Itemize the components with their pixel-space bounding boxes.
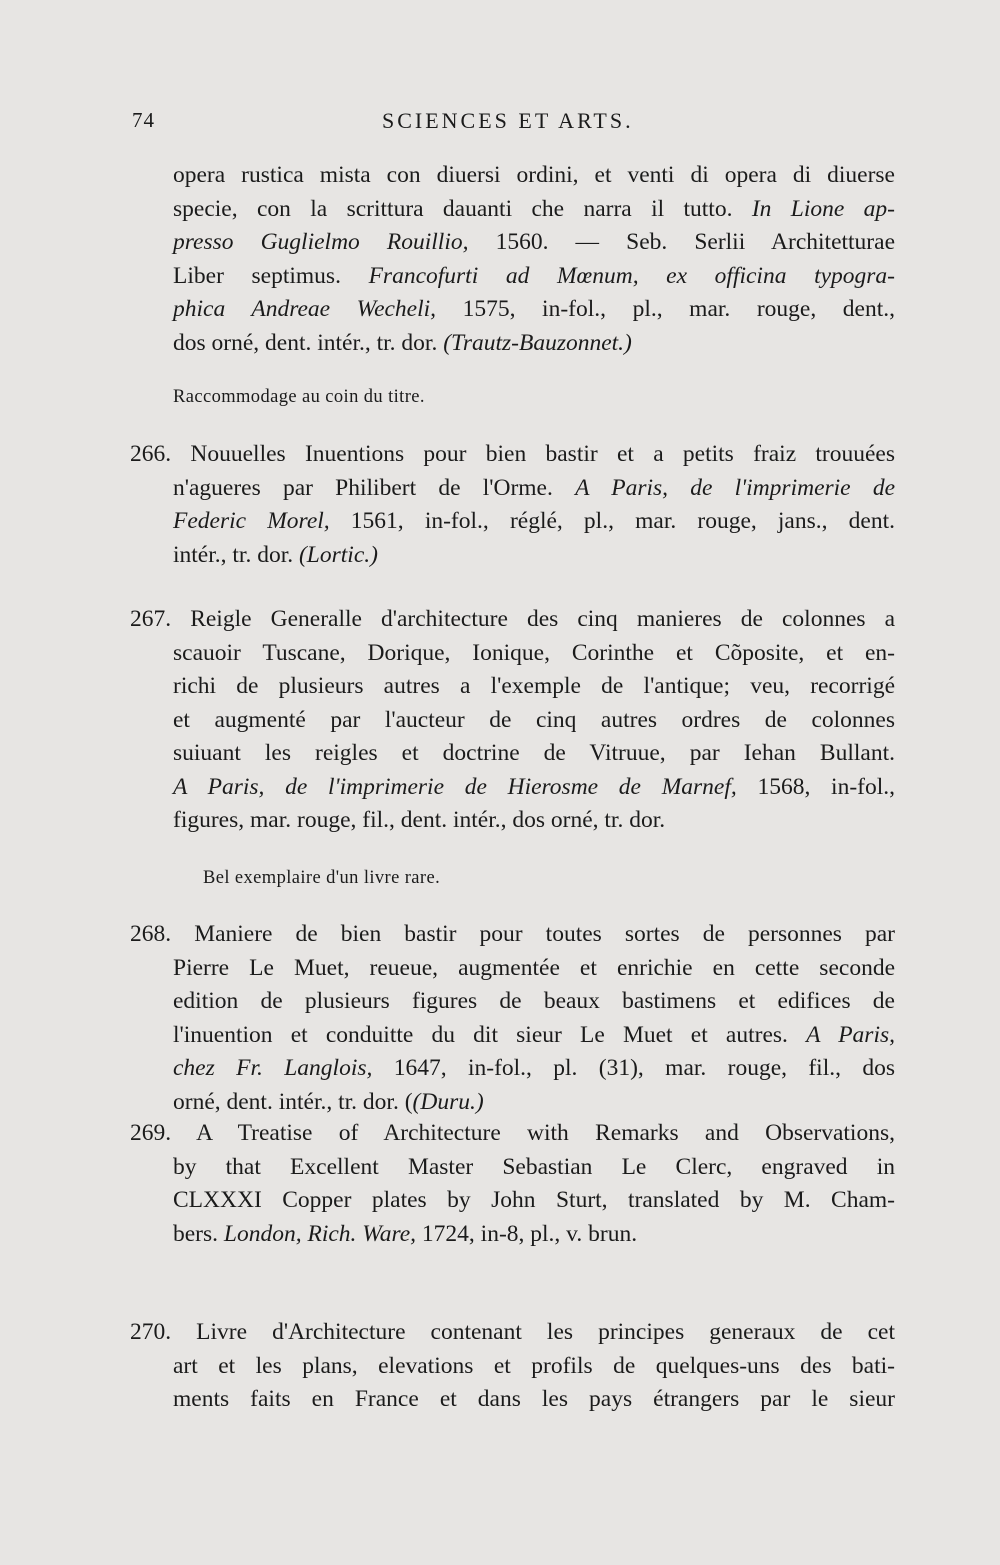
page-header: [132, 108, 892, 142]
text-line: 268. Maniere de bien bastir pour toutes sortes de personnes par: [130, 921, 896, 947]
entry-number: 269.: [130, 1120, 172, 1146]
text-line: chez Fr. Langlois, 1647, in-fol., pl. (31), mar. rouge, fil., dos: [173, 1055, 895, 1081]
entry-265-continuation: [130, 159, 895, 360]
text-line: Federic Morel, 1561, in-fol., réglé, pl., mar. rouge, jans., dent.: [173, 508, 895, 534]
entry-268: [130, 918, 895, 1119]
entry-267: [130, 603, 895, 838]
entry-number: 270.: [130, 1319, 172, 1345]
text-line: opera rustica mista con diuersi ordini, et venti di opera di diuerse: [173, 162, 895, 188]
entry-note: Raccommodage au coin du titre.: [173, 387, 425, 407]
text-line: suiuant les reigles et doctrine de Vitruue, par Iehan Bullant.: [173, 740, 895, 766]
text-line: by that Excellent Master Sebastian Le Clerc, engraved in: [173, 1153, 895, 1180]
text-line: 269. A Treatise of Architecture with Remarks and Observations,: [130, 1120, 895, 1146]
text-line: specie, con la scrittura dauanti che narra il tutto. In Lione ap-: [173, 195, 896, 222]
entry-270: [130, 1316, 895, 1417]
text-line: ments faits en France et dans les pays étrangers par le sieur: [173, 1386, 895, 1412]
text-line: scauoir Tuscane, Dorique, Ionique, Corinthe et Cõposite, et en-: [173, 639, 895, 666]
text-line: 267. Reigle Generalle d'architecture des cinq manieres de colonnes a: [130, 606, 896, 632]
entry-number: 266.: [130, 441, 172, 467]
text-line: bers. London, Rich. Ware, 1724, in-8, pl., v. brun.: [173, 1220, 638, 1247]
text-line: edition de plusieurs figures de beaux bastimens et edifices de: [173, 988, 895, 1014]
text-line: et augmenté par l'aucteur de cinq autres ordres de colonnes: [173, 706, 895, 733]
text-line: n'agueres par Philibert de l'Orme. A Paris, de l'imprimerie de: [173, 474, 895, 501]
entry-note: Bel exemplaire d'un livre rare.: [203, 868, 441, 888]
entry-269: [130, 1117, 895, 1251]
text-line: phica Andreae Wecheli, 1575, in-fol., pl., mar. rouge, dent.,: [173, 296, 895, 322]
text-line: dos orné, dent. intér., tr. dor. (Trautz-Bauzonnet.): [173, 329, 632, 356]
text-line: art et les plans, elevations et profils de quelques-uns des bati-: [173, 1352, 895, 1379]
entry-number: 268.: [130, 921, 172, 947]
text-line: presso Guglielmo Rouillio, 1560. — Seb. Serlii Architetturae: [173, 229, 895, 255]
entry-number: 267.: [130, 606, 172, 632]
entry-266: [130, 438, 895, 572]
text-line: A Paris, de l'imprimerie de Hierosme de Marnef, 1568, in-fol.,: [173, 773, 895, 800]
page-number: 74: [132, 108, 155, 132]
text-line: Pierre Le Muet, reueue, augmentée et enrichie en cette seconde: [173, 954, 895, 981]
text-line: figures, mar. rouge, fil., dent. intér., dos orné, tr. dor.: [173, 807, 666, 833]
text-line: 266. Nouuelles Inuentions pour bien bastir et a petits fraiz trouuées: [130, 441, 896, 467]
text-line: orné, dent. intér., tr. dor. ((Duru.): [173, 1088, 484, 1115]
text-line: 270. Livre d'Architecture contenant les principes generaux de cet: [130, 1319, 896, 1345]
text-line: CLXXXI Copper plates by John Sturt, translated by M. Cham-: [173, 1187, 895, 1213]
text-line: l'inuention et conduitte du dit sieur Le Muet et autres. A Paris,: [173, 1021, 896, 1048]
text-line: intér., tr. dor. (Lortic.): [173, 541, 378, 568]
text-line: richi de plusieurs autres a l'exemple de l'antique; veu, recorrigé: [173, 673, 895, 699]
running-title: SCIENCES ET ARTS.: [382, 108, 634, 133]
text-line: Liber septimus. Francofurti ad Mœnum, ex officina typogra-: [173, 262, 896, 289]
